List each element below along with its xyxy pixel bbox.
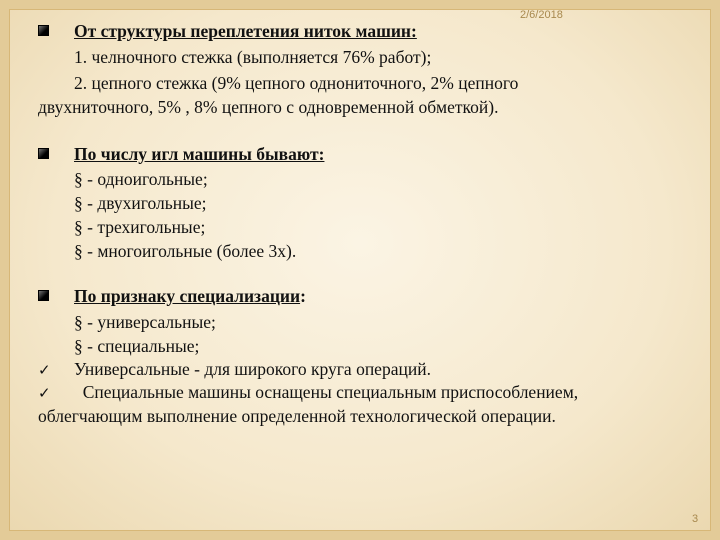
section2-item-2: § - двухигольные; bbox=[74, 193, 207, 213]
section1-line-3: двухниточного, 5% , 8% цепного с одновременной обметкой). bbox=[38, 97, 499, 117]
section3-title-text: По признаку специализации bbox=[74, 286, 301, 306]
square-bullet-icon bbox=[38, 148, 49, 159]
section1-title: От структуры переплетения ниток машин: bbox=[74, 21, 417, 41]
section3-check-1: Универсальные - для широкого круга операций. bbox=[74, 359, 431, 379]
section3-check-2: Специальные машины оснащены специальным приспособлением, bbox=[74, 382, 579, 402]
section3-check-3: облегчающим выполнение определенной технологической операции. bbox=[38, 406, 556, 426]
section2-title: По числу игл машины бывают: bbox=[74, 144, 325, 164]
section3-item-1: § - универсальные; bbox=[74, 312, 216, 332]
section2-item-3: § - трехигольные; bbox=[74, 217, 206, 237]
slide-date: 2/6/2018 bbox=[520, 9, 563, 21]
section1-line-2: 2. цепного стежка (9% цепного однониточного, 2% цепного bbox=[74, 73, 519, 93]
square-bullet-icon bbox=[38, 290, 49, 301]
section2-item-1: § - одноигольные; bbox=[74, 169, 208, 189]
section1-line-1: 1. челночного стежка (выполняется 76% работ); bbox=[74, 47, 432, 67]
square-bullet-icon bbox=[38, 25, 49, 36]
page-number: 3 bbox=[692, 513, 699, 525]
section3-title bbox=[74, 286, 306, 306]
checkmark-icon: ✓ bbox=[38, 361, 51, 379]
section3-title-suffix: : bbox=[300, 286, 306, 306]
checkmark-icon: ✓ bbox=[38, 384, 51, 402]
section2-item-4: § - многоигольные (более 3х). bbox=[74, 241, 297, 261]
section3-item-2: § - специальные; bbox=[74, 336, 200, 356]
